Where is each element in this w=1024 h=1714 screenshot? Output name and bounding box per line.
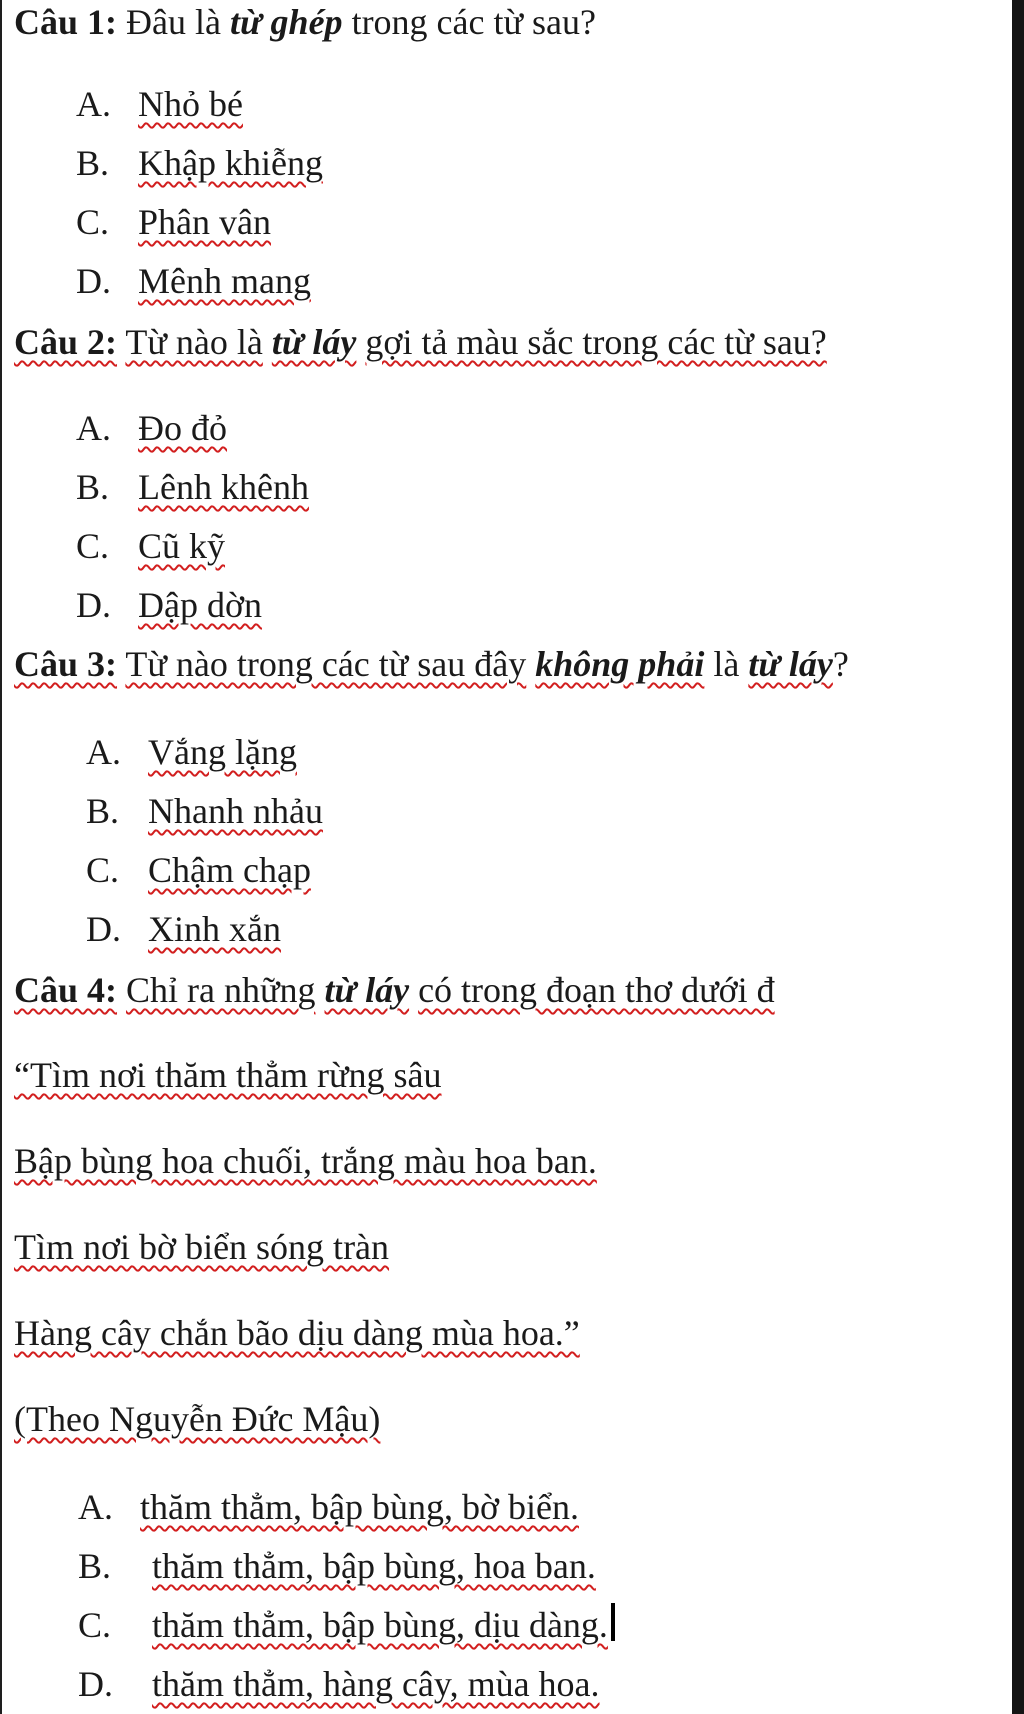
option-letter: A. bbox=[76, 84, 111, 124]
question-4-text-post: có trong đoạn thơ dưới đ bbox=[418, 970, 775, 1010]
question-4-label: Câu 4: bbox=[14, 970, 118, 1010]
page-right-border bbox=[1012, 0, 1024, 1714]
question-3-emphasis-2: từ láy bbox=[748, 644, 833, 684]
q4-option-c bbox=[78, 1603, 615, 1647]
q2-option-c bbox=[76, 524, 225, 568]
q2-option-d bbox=[76, 583, 262, 627]
text-cursor bbox=[611, 1603, 615, 1641]
option-text: Phân vân bbox=[138, 202, 271, 242]
option-letter: B. bbox=[78, 1546, 112, 1586]
q4-option-d bbox=[78, 1662, 600, 1706]
question-3-text-mid: là bbox=[713, 644, 740, 684]
option-text: thăm thẳm, hàng cây, mùa hoa. bbox=[152, 1664, 600, 1704]
q1-option-b bbox=[76, 141, 323, 185]
option-text: Mênh mang bbox=[138, 261, 311, 301]
question-4 bbox=[14, 968, 775, 1012]
poem-line-4 bbox=[14, 1311, 580, 1355]
option-text: thăm thẳm, bập bùng, bờ biển. bbox=[140, 1487, 579, 1527]
question-3 bbox=[14, 642, 849, 686]
question-1-text-post: trong các từ sau? bbox=[351, 2, 596, 42]
question-2-text-pre: Từ nào là bbox=[125, 322, 263, 362]
option-text: Cũ kỹ bbox=[138, 526, 226, 566]
question-2-emphasis: từ láy bbox=[271, 322, 357, 362]
question-2 bbox=[14, 320, 827, 364]
option-letter: C. bbox=[76, 202, 110, 242]
option-letter: B. bbox=[86, 791, 120, 831]
option-letter: A. bbox=[78, 1487, 113, 1527]
option-text: Khập khiễng bbox=[138, 143, 323, 183]
q3-option-b bbox=[86, 789, 323, 833]
q4-option-a bbox=[78, 1485, 579, 1529]
question-1 bbox=[14, 0, 596, 44]
poem-line-1 bbox=[14, 1053, 441, 1097]
option-text: Vắng lặng bbox=[148, 732, 297, 772]
option-letter: D. bbox=[78, 1664, 113, 1704]
option-letter: B. bbox=[76, 467, 110, 507]
q2-option-b bbox=[76, 465, 309, 509]
question-3-label: Câu 3: bbox=[14, 644, 118, 684]
option-letter: A. bbox=[76, 408, 111, 448]
poem-line-3 bbox=[14, 1225, 389, 1269]
option-text: Chậm chạp bbox=[148, 850, 311, 890]
q1-option-c bbox=[76, 200, 271, 244]
option-text: Đo đỏ bbox=[138, 408, 227, 448]
question-2-label: Câu 2: bbox=[14, 322, 118, 362]
option-letter: D. bbox=[76, 261, 111, 301]
option-letter: A. bbox=[86, 732, 121, 772]
poem-source-text: (Theo Nguyễn Đức Mậu) bbox=[14, 1399, 381, 1439]
question-3-text-post: ? bbox=[832, 644, 849, 684]
question-4-text-pre: Chỉ ra những bbox=[126, 970, 316, 1010]
poem-source bbox=[14, 1397, 380, 1441]
option-text: thăm thẳm, bập bùng, hoa ban. bbox=[152, 1546, 596, 1586]
q1-option-a bbox=[76, 82, 243, 126]
question-1-label: Câu 1: bbox=[14, 2, 118, 42]
question-3-emphasis-1: không phải bbox=[535, 644, 705, 684]
q1-option-d bbox=[76, 259, 311, 303]
question-2-text-post: gợi tả màu sắc trong các từ sau? bbox=[365, 322, 827, 362]
question-1-text-pre: Đâu là bbox=[126, 2, 221, 42]
option-letter: C. bbox=[78, 1605, 112, 1645]
q3-option-a bbox=[86, 730, 297, 774]
poem-line-text: Tìm nơi bờ biển sóng tràn bbox=[14, 1227, 390, 1267]
q3-option-c bbox=[86, 848, 311, 892]
option-letter: C. bbox=[76, 526, 110, 566]
q3-option-d bbox=[86, 907, 281, 951]
option-text: Dập dờn bbox=[138, 585, 263, 625]
option-text: Lênh khênh bbox=[138, 467, 309, 507]
option-letter: D. bbox=[86, 909, 121, 949]
poem-line-text: “Tìm nơi thăm thẳm rừng sâu bbox=[14, 1055, 442, 1095]
question-4-emphasis: từ láy bbox=[324, 970, 410, 1010]
q2-option-a bbox=[76, 406, 227, 450]
question-1-emphasis: từ ghép bbox=[229, 2, 343, 42]
option-letter: C. bbox=[86, 850, 120, 890]
option-letter: D. bbox=[76, 585, 111, 625]
option-text: Nhỏ bé bbox=[138, 84, 243, 124]
poem-line-text: Bập bùng hoa chuối, trắng màu hoa ban. bbox=[14, 1141, 597, 1181]
option-text: Nhanh nhảu bbox=[148, 791, 323, 831]
q4-option-b bbox=[78, 1544, 596, 1588]
option-text: thăm thẳm, bập bùng, dịu dàng. bbox=[152, 1605, 608, 1645]
poem-line-text: Hàng cây chắn bão dịu dàng mùa hoa.” bbox=[14, 1313, 580, 1353]
option-text: Xinh xắn bbox=[148, 909, 281, 949]
poem-line-2 bbox=[14, 1139, 597, 1183]
option-letter: B. bbox=[76, 143, 110, 183]
question-3-text-pre: Từ nào trong các từ sau đây bbox=[125, 644, 527, 684]
